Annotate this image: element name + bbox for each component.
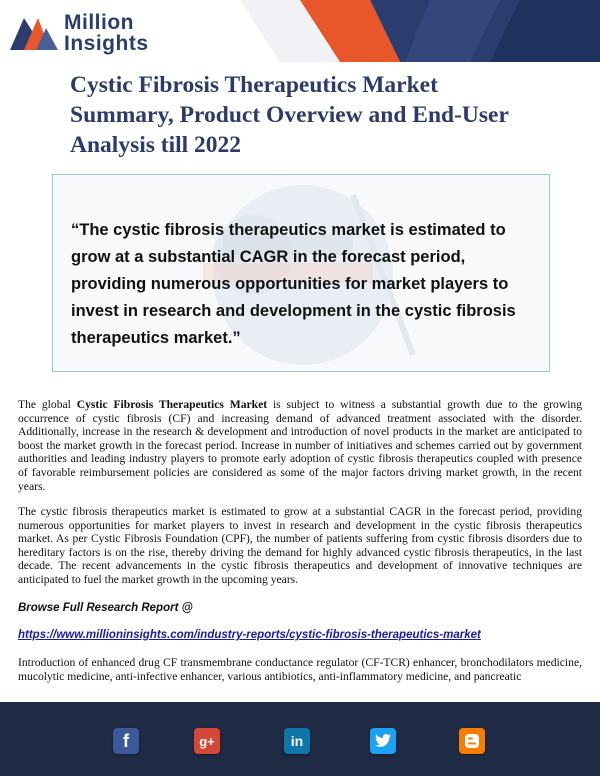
linkedin-glyph: in [290,733,304,749]
blogger-icon[interactable] [459,728,485,754]
page-title: Cystic Fibrosis Therapeutics Market Summary, Product Overview and End-User Analysis till 2022 [70,72,509,158]
header [0,0,600,62]
market-name-bold: Cystic Fibrosis Therapeutics Market [76,398,268,411]
google-plus-glyph: g+ [199,733,215,749]
linkedin-icon[interactable] [284,728,310,754]
blogger-b-icon [464,733,480,749]
header-decoration [240,0,600,62]
twitter-bird-icon [375,734,391,748]
facebook-glyph: f [123,730,129,751]
paragraph-1-start: The global [18,398,77,411]
quote-box [52,174,550,372]
quote-text: “The cystic fibrosis therapeutics market is estimated to grow at a substantial CAGR in the forecast period, providing numerous opportunities for market players to invest in research and development in the cystic fibrosis therapeutics market.” [71,221,516,347]
report-link[interactable]: https://www.millioninsights.com/industry-reports/cystic-fibrosis-therapeutics-market [18,629,481,641]
paragraph-1 [18,398,582,493]
twitter-icon[interactable] [370,728,396,754]
paragraph-1-rest: is subject to witness a substantial growth due to the growing occurrence of cystic fibrosis (CF) and increasing demand of advanced treatment associated with the disorder. Additionally, increase in the research & development and introduction of novel products in the market are anticipated to boost the market growth in the forecast period. Increase in number of initiatives and schemes carried out by government authorities and leading industry players to promote early adoption of cystic fibrosis therapeutics coupled with presence of favorable reimbursement policies are considered as some of the major factors driving market growth, in the recent years. [18,398,583,493]
logo[interactable] [10,10,160,54]
paragraph-3: Introduction of enhanced drug CF transmembrane conductance regulator (CF-TCR) enhancer, bronchodilators medicine, mucolytic medicine, anti-infective enhancer, various antibiotics, anti-inflammatory medicine, and pancreatic [18,656,582,683]
footer [0,702,600,776]
facebook-icon[interactable] [113,728,139,754]
brand-line2: Insights [64,32,149,55]
brand-line1: Million [64,11,134,34]
google-plus-icon[interactable] [194,728,220,754]
logo-mark-icon [10,14,58,50]
logo-text [64,12,149,54]
paragraph-2: The cystic fibrosis therapeutics market is estimated to grow at a substantial CAGR in the forecast period, providing numerous opportunities for market players to invest in research and development in the cystic fibrosis therapeutics market. As per Cystic Fibrosis Foundation (CPF), the number of patients suffering from cystic fibrosis disorders due to hereditary factors is on the rise, thereby driving the demand for highly advanced cystic fibrosis therapeutics, in the last decade. The recent advancements in the cystic fibrosis therapeutics and development of innovative techniques are anticipated to fuel the market growth in the upcoming years. [18,505,582,586]
browse-label: Browse Full Research Report @ [18,602,193,614]
